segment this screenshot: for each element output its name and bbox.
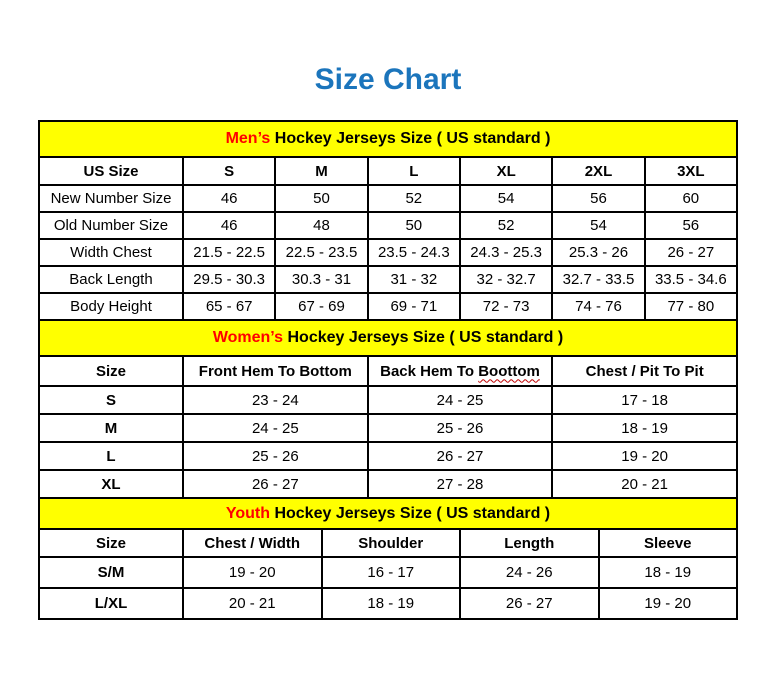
table-cell: 30.3 - 31 xyxy=(275,266,367,293)
mens-section-band xyxy=(39,121,737,157)
table-cell: 50 xyxy=(368,212,460,239)
table-cell: 56 xyxy=(552,185,644,212)
misspelled-word: Boottom xyxy=(478,362,540,380)
table-cell: 54 xyxy=(552,212,644,239)
column-header: Size xyxy=(39,356,183,386)
column-header: Chest / Width xyxy=(183,529,322,557)
table-cell: 19 - 20 xyxy=(599,588,738,619)
page-title: Size Chart xyxy=(314,63,462,96)
table-row xyxy=(39,557,737,588)
table-cell: 26 - 27 xyxy=(460,588,599,619)
table-cell: 18 - 19 xyxy=(599,557,738,588)
mens-header-row xyxy=(39,157,737,185)
table-cell: 17 - 18 xyxy=(552,386,737,414)
mens-size-table xyxy=(38,120,738,321)
table-cell: 26 - 27 xyxy=(368,442,553,470)
table-cell: 46 xyxy=(183,185,275,212)
mens-section-title-highlight: Men’s xyxy=(225,130,271,147)
row-label: Old Number Size xyxy=(39,212,183,239)
table-cell: 29.5 - 30.3 xyxy=(183,266,275,293)
column-header: 2XL xyxy=(552,157,644,185)
row-label: L xyxy=(39,442,183,470)
table-cell: 50 xyxy=(275,185,367,212)
table-row xyxy=(39,414,737,442)
table-cell: 32.7 - 33.5 xyxy=(552,266,644,293)
table-cell: 31 - 32 xyxy=(368,266,460,293)
table-cell: 26 - 27 xyxy=(183,470,368,498)
table-cell: 23 - 24 xyxy=(183,386,368,414)
table-cell: 25.3 - 26 xyxy=(552,239,644,266)
row-label: Back Length xyxy=(39,266,183,293)
table-cell: 46 xyxy=(183,212,275,239)
womens-section-band xyxy=(39,320,737,356)
table-cell: 54 xyxy=(460,185,552,212)
womens-section-title-highlight: Women’s xyxy=(212,329,284,346)
column-header: Shoulder xyxy=(322,529,461,557)
womens-section-title xyxy=(39,320,737,356)
table-row xyxy=(39,442,737,470)
table-cell: 21.5 - 22.5 xyxy=(183,239,275,266)
table-cell: 26 - 27 xyxy=(645,239,737,266)
table-cell: 67 - 69 xyxy=(275,293,367,320)
table-cell: 65 - 67 xyxy=(183,293,275,320)
column-header: Sleeve xyxy=(599,529,738,557)
table-row xyxy=(39,386,737,414)
row-label: XL xyxy=(39,470,183,498)
row-label: S xyxy=(39,386,183,414)
table-row xyxy=(39,293,737,320)
table-row xyxy=(39,185,737,212)
table-cell: 27 - 28 xyxy=(368,470,553,498)
table-cell: 24.3 - 25.3 xyxy=(460,239,552,266)
table-cell: 19 - 20 xyxy=(552,442,737,470)
row-label: M xyxy=(39,414,183,442)
column-header: Front Hem To Bottom xyxy=(183,356,368,386)
table-cell: 48 xyxy=(275,212,367,239)
table-row xyxy=(39,239,737,266)
womens-header-row xyxy=(39,356,737,386)
column-header: Chest / Pit To Pit xyxy=(552,356,737,386)
column-header: M xyxy=(275,157,367,185)
table-cell: 20 - 21 xyxy=(552,470,737,498)
column-header: 3XL xyxy=(645,157,737,185)
table-cell: 23.5 - 24.3 xyxy=(368,239,460,266)
table-row xyxy=(39,212,737,239)
row-label: L/XL xyxy=(39,588,183,619)
column-header: XL xyxy=(460,157,552,185)
table-cell: 22.5 - 23.5 xyxy=(275,239,367,266)
column-header: L xyxy=(368,157,460,185)
table-cell: 72 - 73 xyxy=(460,293,552,320)
table-cell: 74 - 76 xyxy=(552,293,644,320)
table-cell: 19 - 20 xyxy=(183,557,322,588)
youth-section-title-highlight: Youth xyxy=(225,504,270,522)
header-text-prefix: Back Hem To xyxy=(380,362,479,380)
row-label: New Number Size xyxy=(39,185,183,212)
table-cell: 24 - 25 xyxy=(183,414,368,442)
youth-section-band xyxy=(39,498,737,529)
table-cell: 52 xyxy=(368,185,460,212)
table-cell: 16 - 17 xyxy=(322,557,461,588)
table-cell: 77 - 80 xyxy=(645,293,737,320)
womens-section-title-rest: Hockey Jerseys Size ( US standard ) xyxy=(283,329,564,346)
table-cell: 25 - 26 xyxy=(183,442,368,470)
table-row xyxy=(39,266,737,293)
youth-section-title xyxy=(39,498,737,529)
column-header: S xyxy=(183,157,275,185)
row-label: Body Height xyxy=(39,293,183,320)
youth-section-title-rest: Hockey Jerseys Size ( US standard ) xyxy=(270,504,551,522)
mens-section-title-rest: Hockey Jerseys Size ( US standard ) xyxy=(270,130,551,147)
mens-section-title xyxy=(39,121,737,157)
womens-size-table xyxy=(38,319,738,499)
youth-size-table xyxy=(38,497,738,620)
table-cell: 33.5 - 34.6 xyxy=(645,266,737,293)
column-header: Size xyxy=(39,529,183,557)
table-cell: 25 - 26 xyxy=(368,414,553,442)
table-cell: 52 xyxy=(460,212,552,239)
table-row xyxy=(39,588,737,619)
youth-header-row xyxy=(39,529,737,557)
row-label: Width Chest xyxy=(39,239,183,266)
column-header: US Size xyxy=(39,157,183,185)
table-cell: 69 - 71 xyxy=(368,293,460,320)
table-cell: 18 - 19 xyxy=(322,588,461,619)
row-label: S/M xyxy=(39,557,183,588)
table-cell: 32 - 32.7 xyxy=(460,266,552,293)
table-cell: 24 - 25 xyxy=(368,386,553,414)
column-header-with-misspelling xyxy=(368,356,553,386)
table-cell: 56 xyxy=(645,212,737,239)
table-cell: 18 - 19 xyxy=(552,414,737,442)
table-cell: 20 - 21 xyxy=(183,588,322,619)
size-tables-container xyxy=(38,120,738,620)
column-header: Length xyxy=(460,529,599,557)
table-row xyxy=(39,470,737,498)
table-cell: 60 xyxy=(645,185,737,212)
table-cell: 24 - 26 xyxy=(460,557,599,588)
